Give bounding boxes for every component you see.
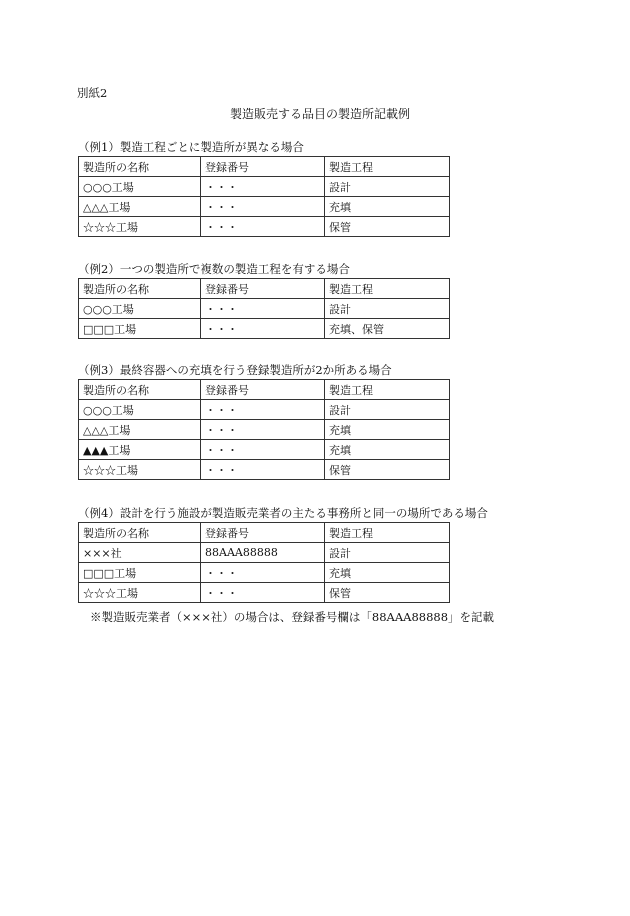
table-row	[79, 563, 450, 583]
example-3-title: （例3）最終容器への充填を行う登録製造所が2か所ある場合	[78, 363, 392, 377]
header-name: 製造所の名称	[79, 157, 201, 177]
example-4	[78, 505, 488, 603]
cell-process: 充填	[325, 197, 450, 217]
table-header-row	[79, 157, 450, 177]
table-row	[79, 217, 450, 237]
cell-registration: ・・・	[201, 420, 325, 440]
table-row	[79, 197, 450, 217]
header-registration: 登録番号	[201, 157, 325, 177]
example-1-title: （例1）製造工程ごとに製造所が異なる場合	[78, 140, 304, 154]
example-4-title: （例4）設計を行う施設が製造販売業者の主たる事務所と同一の場所である場合	[78, 506, 488, 520]
cell-name: ☆☆☆工場	[79, 583, 201, 603]
cell-registration: ・・・	[201, 197, 325, 217]
table-header-row	[79, 380, 450, 400]
cell-process: 設計	[325, 177, 450, 197]
cell-process: 充填、保管	[325, 319, 450, 339]
cell-name: ▲▲▲工場	[79, 440, 201, 460]
cell-name: ○○○工場	[79, 177, 201, 197]
example-3-table	[78, 379, 450, 480]
table-row	[79, 299, 450, 319]
cell-registration: 88AAA88888	[201, 543, 325, 563]
example-3	[78, 362, 458, 480]
cell-name: ○○○工場	[79, 400, 201, 420]
cell-registration: ・・・	[201, 177, 325, 197]
cell-name: ☆☆☆工場	[79, 460, 201, 480]
header-process: 製造工程	[325, 523, 450, 543]
example-1	[78, 139, 458, 237]
cell-process: 保管	[325, 583, 450, 603]
cell-name: △△△工場	[79, 420, 201, 440]
cell-registration: ・・・	[201, 299, 325, 319]
cell-name: ☆☆☆工場	[79, 217, 201, 237]
cell-process: 充填	[325, 563, 450, 583]
cell-name: □□□工場	[79, 563, 201, 583]
cell-name: □□□工場	[79, 319, 201, 339]
header-process: 製造工程	[325, 279, 450, 299]
cell-registration: ・・・	[201, 217, 325, 237]
cell-process: 設計	[325, 400, 450, 420]
table-row	[79, 420, 450, 440]
annex-label: 別紙2	[77, 86, 108, 100]
cell-registration: ・・・	[201, 460, 325, 480]
registration-note: ※製造販売業者（×××社）の場合は、登録番号欄は「88AAA88888」を記載	[90, 610, 495, 624]
cell-name: ○○○工場	[79, 299, 201, 319]
example-4-table	[78, 522, 450, 603]
table-row	[79, 460, 450, 480]
page-title: 製造販売する品目の製造所記載例	[229, 107, 410, 121]
table-header-row	[79, 523, 450, 543]
cell-process: 保管	[325, 217, 450, 237]
cell-process: 充填	[325, 420, 450, 440]
table-row	[79, 400, 450, 420]
table-row	[79, 177, 450, 197]
cell-registration: ・・・	[201, 400, 325, 420]
cell-registration: ・・・	[201, 583, 325, 603]
cell-name: △△△工場	[79, 197, 201, 217]
header-process: 製造工程	[325, 157, 450, 177]
cell-process: 充填	[325, 440, 450, 460]
cell-process: 設計	[325, 299, 450, 319]
header-registration: 登録番号	[201, 523, 325, 543]
header-registration: 登録番号	[201, 380, 325, 400]
example-2-table	[78, 278, 450, 339]
header-name: 製造所の名称	[79, 380, 201, 400]
table-header-row	[79, 279, 450, 299]
header-registration: 登録番号	[201, 279, 325, 299]
header-name: 製造所の名称	[79, 279, 201, 299]
table-row	[79, 583, 450, 603]
table-row	[79, 319, 450, 339]
cell-registration: ・・・	[201, 563, 325, 583]
example-2	[78, 261, 458, 339]
example-1-table	[78, 156, 450, 237]
cell-name: ×××社	[79, 543, 201, 563]
cell-registration: ・・・	[201, 319, 325, 339]
header-process: 製造工程	[325, 380, 450, 400]
example-2-title: （例2）一つの製造所で複数の製造工程を有する場合	[78, 262, 350, 276]
table-row	[79, 543, 450, 563]
table-row	[79, 440, 450, 460]
header-name: 製造所の名称	[79, 523, 201, 543]
cell-process: 設計	[325, 543, 450, 563]
cell-registration: ・・・	[201, 440, 325, 460]
cell-process: 保管	[325, 460, 450, 480]
